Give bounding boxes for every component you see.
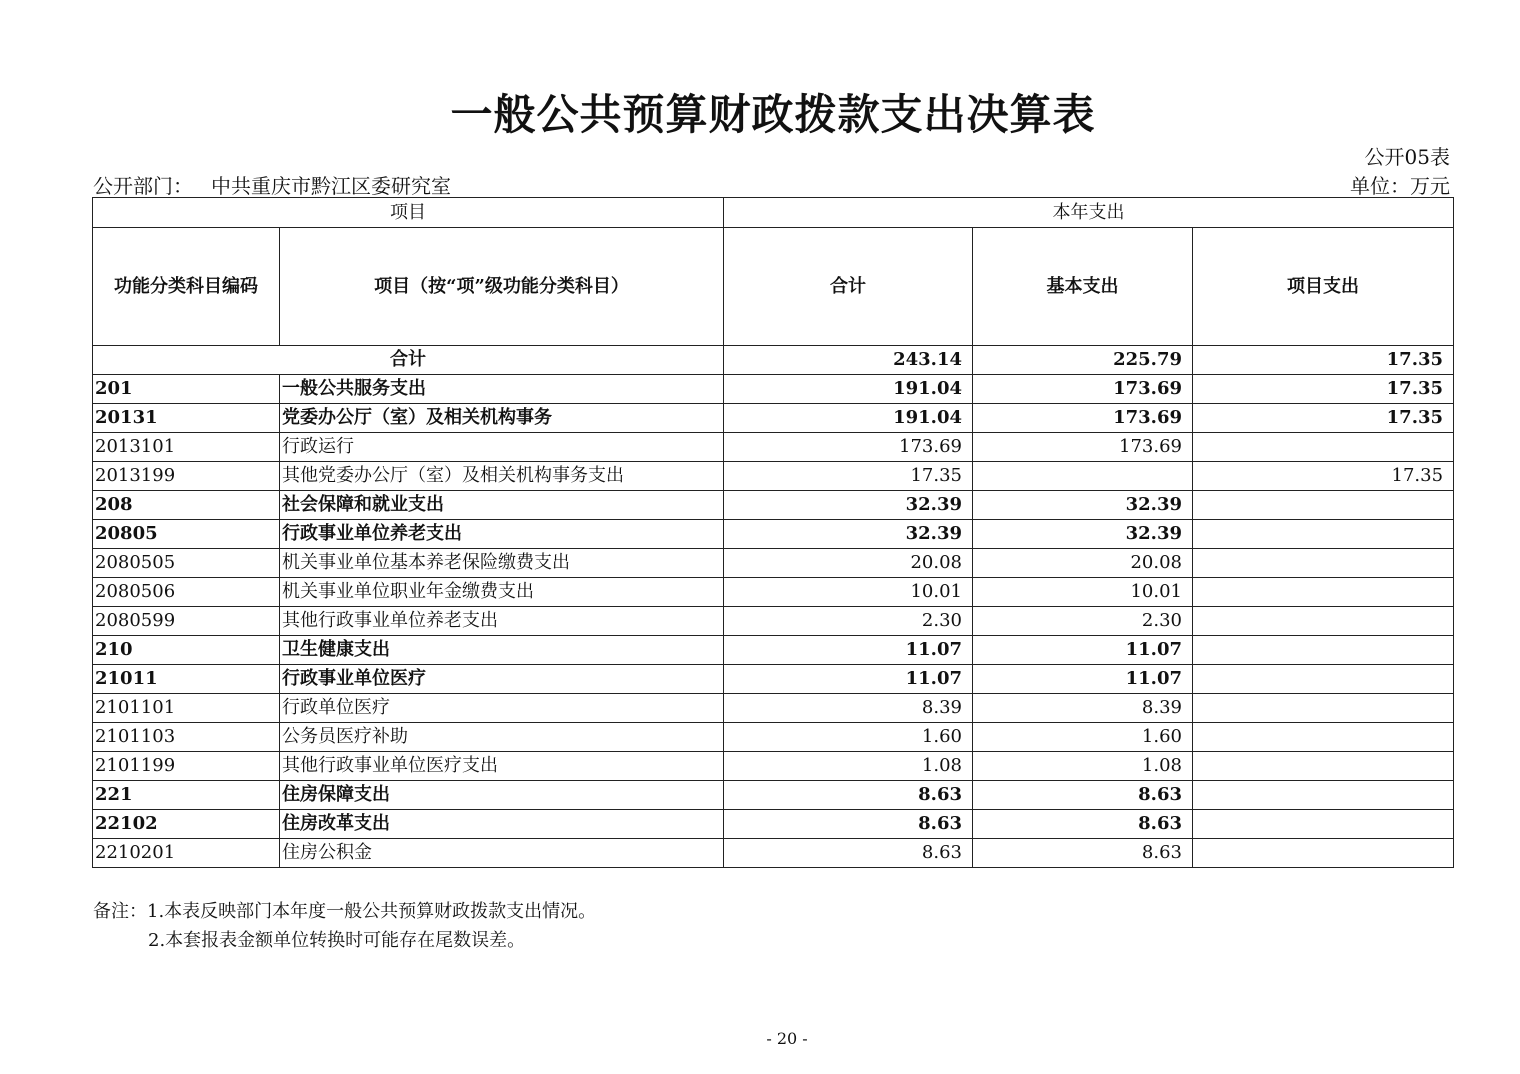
header-total: 合计 [724,228,973,346]
row-name: 其他行政事业单位养老支出 [280,607,724,636]
table-row [93,752,1454,781]
row-code: 221 [93,781,280,810]
row-total: 173.69 [724,433,973,462]
row-total: 32.39 [724,520,973,549]
row-name: 住房保障支出 [280,781,724,810]
department-name: 中共重庆市黔江区委研究室 [211,174,451,198]
row-basic: 2.30 [973,607,1193,636]
row-code: 2080599 [93,607,280,636]
table-row [93,549,1454,578]
row-name: 机关事业单位职业年金缴费支出 [280,578,724,607]
row-code: 2080506 [93,578,280,607]
table-row [93,578,1454,607]
row-code: 22102 [93,810,280,839]
header-project: 项目支出 [1193,228,1454,346]
row-name: 公务员医疗补助 [280,723,724,752]
row-project [1193,578,1454,607]
row-total: 1.60 [724,723,973,752]
row-total: 191.04 [724,375,973,404]
row-basic: 1.08 [973,752,1193,781]
table-row [93,781,1454,810]
total-project: 17.35 [1193,346,1454,375]
table-row [93,520,1454,549]
row-code: 20131 [93,404,280,433]
department-line [93,170,451,199]
row-code: 201 [93,375,280,404]
row-name: 其他党委办公厅（室）及相关机构事务支出 [280,462,724,491]
row-name: 行政单位医疗 [280,694,724,723]
total-label: 合计 [93,346,724,375]
row-basic: 11.07 [973,665,1193,694]
row-code: 2101199 [93,752,280,781]
header-row-group [93,198,1454,228]
row-name: 行政事业单位养老支出 [280,520,724,549]
row-basic: 173.69 [973,433,1193,462]
row-code: 2013199 [93,462,280,491]
row-code: 21011 [93,665,280,694]
row-total: 11.07 [724,665,973,694]
table-row [93,607,1454,636]
row-project [1193,694,1454,723]
header-group-expense: 本年支出 [724,198,1454,228]
row-basic: 20.08 [973,549,1193,578]
row-project [1193,491,1454,520]
row-total: 8.63 [724,810,973,839]
page-number: - 20 - [766,1029,808,1048]
row-code: 2013101 [93,433,280,462]
row-project [1193,665,1454,694]
header-code: 功能分类科目编码 [93,228,280,346]
row-total: 10.01 [724,578,973,607]
row-total: 8.39 [724,694,973,723]
row-project [1193,520,1454,549]
row-project [1193,781,1454,810]
header-group-item: 项目 [93,198,724,228]
row-basic: 1.60 [973,723,1193,752]
row-name: 机关事业单位基本养老保险缴费支出 [280,549,724,578]
row-basic: 173.69 [973,375,1193,404]
row-basic: 8.63 [973,781,1193,810]
department-label: 公开部门： [93,174,193,198]
row-code: 2210201 [93,839,280,868]
row-total: 17.35 [724,462,973,491]
header-row-columns [93,228,1454,346]
row-project: 17.35 [1193,375,1454,404]
row-name: 卫生健康支出 [280,636,724,665]
row-name: 党委办公厅（室）及相关机构事务 [280,404,724,433]
row-name: 行政事业单位医疗 [280,665,724,694]
row-project [1193,752,1454,781]
row-total: 8.63 [724,839,973,868]
note-1: 备注：1.本表反映部门本年度一般公共预算财政拨款支出情况。 [93,901,597,922]
row-project [1193,723,1454,752]
total-amount: 243.14 [724,346,973,375]
row-code: 2080505 [93,549,280,578]
table-row [93,810,1454,839]
row-project [1193,549,1454,578]
note-2: 2.本套报表金额单位转换时可能存在尾数误差。 [148,930,526,951]
row-code: 208 [93,491,280,520]
table-row [93,636,1454,665]
table-row [93,433,1454,462]
row-total: 1.08 [724,752,973,781]
row-basic: 11.07 [973,636,1193,665]
table-row [93,839,1454,868]
table-row [93,665,1454,694]
row-project: 17.35 [1193,404,1454,433]
row-code: 2101103 [93,723,280,752]
page-title: 一般公共预算财政拨款支出决算表 [450,90,1096,139]
row-project: 17.35 [1193,462,1454,491]
expenditure-table [92,197,1454,868]
row-code: 210 [93,636,280,665]
row-name: 社会保障和就业支出 [280,491,724,520]
row-project [1193,810,1454,839]
total-row [93,346,1454,375]
row-total: 20.08 [724,549,973,578]
row-basic: 10.01 [973,578,1193,607]
row-basic: 8.63 [973,810,1193,839]
table-row [93,694,1454,723]
row-basic: 32.39 [973,491,1193,520]
row-total: 191.04 [724,404,973,433]
notes [93,897,596,955]
row-basic: 8.63 [973,839,1193,868]
header-basic: 基本支出 [973,228,1193,346]
header-name: 项目（按“项”级功能分类科目） [280,228,724,346]
table-row [93,404,1454,433]
row-name: 其他行政事业单位医疗支出 [280,752,724,781]
row-total: 11.07 [724,636,973,665]
row-project [1193,433,1454,462]
row-basic: 8.39 [973,694,1193,723]
row-code: 2101101 [93,694,280,723]
row-project [1193,636,1454,665]
unit-label: 单位：万元 [1350,174,1450,198]
table-row [93,723,1454,752]
row-basic: 32.39 [973,520,1193,549]
row-name: 行政运行 [280,433,724,462]
row-total: 2.30 [724,607,973,636]
table-row [93,462,1454,491]
row-code: 20805 [93,520,280,549]
table-row [93,375,1454,404]
row-name: 住房改革支出 [280,810,724,839]
row-project [1193,607,1454,636]
row-name: 住房公积金 [280,839,724,868]
form-number: 公开05表 [1364,145,1450,169]
total-basic: 225.79 [973,346,1193,375]
row-total: 8.63 [724,781,973,810]
row-name: 一般公共服务支出 [280,375,724,404]
row-total: 32.39 [724,491,973,520]
row-project [1193,839,1454,868]
row-basic: 173.69 [973,404,1193,433]
row-basic [973,462,1193,491]
table-row [93,491,1454,520]
